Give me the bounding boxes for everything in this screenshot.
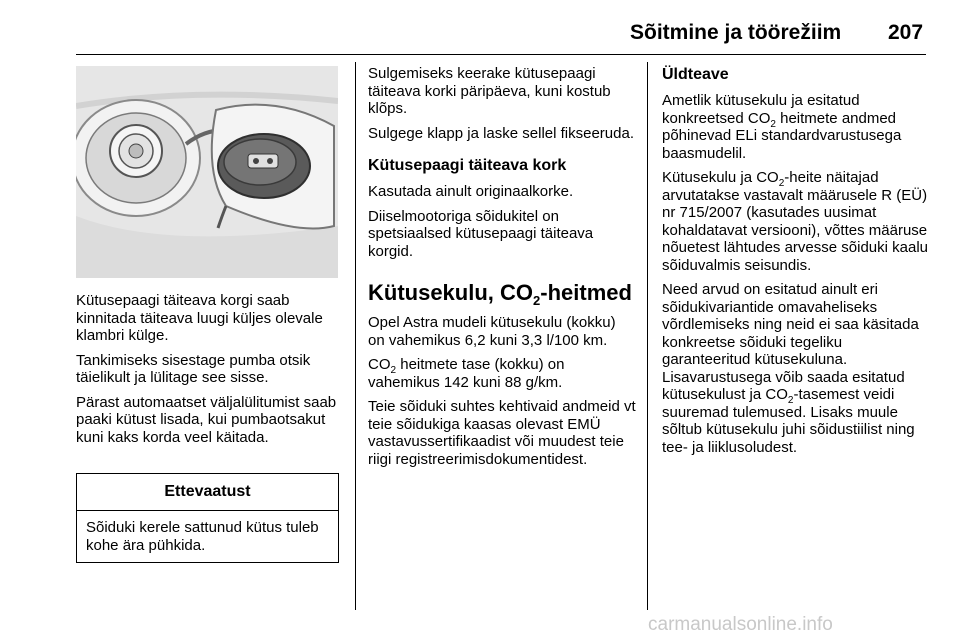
subscript: 2	[390, 365, 397, 376]
section-heading-fuel-cap: Kütusepaagi täiteava kork	[368, 157, 567, 174]
fuel-filler-drawing	[76, 66, 338, 278]
paragraph: Opel Astra mudeli kütusekulu (kokku) on vahemikus 6,2 kuni 3,3 l/100 km.	[368, 314, 616, 349]
subscript: 2	[778, 178, 785, 189]
page-header-title: Sõitmine ja töörežiim	[630, 21, 842, 44]
paragraph: Teie sõiduki suhtes kehtivaid andmeid vt teie sõidukiga kaasas olevast EMÜ vastavussertifikaadist või muudest teie riigi registreerimisdokumentidest.	[368, 398, 636, 468]
paragraph: Sulgege klapp ja laske sellel fikseeruda.	[368, 124, 634, 142]
heading-text: -heitmed	[540, 280, 632, 305]
text: -tasemest veidi suuremad tulemused. Lisaks muule sõltub kütusekulu juhi sõidustiilist ning tee- ja liiklusoludest.	[662, 386, 915, 456]
text: Ametlik kütusekulu ja esitatud konkreetsed CO	[662, 92, 860, 127]
subscript: 2	[533, 293, 541, 308]
column-divider-1	[355, 62, 356, 610]
paragraph: Tankimiseks sisestage pumba otsik täielikult ja lülitage see sisse.	[76, 351, 311, 386]
subscript: 2	[770, 118, 776, 130]
column-middle	[368, 65, 636, 475]
paragraph: Diiselmootoriga sõidukitel on spetsiaalsed kütusepaagi täiteava korgid.	[368, 207, 594, 260]
text: -heite näitajad arvutatakse vastavalt määrusele R (EÜ) nr 715/2007 (kasutades uusimat kohaldatavat versiooni), võttes määruse nõuetest lähtudes arvesse sõiduki kaalu sõiduvalmis seisundis.	[662, 169, 929, 274]
paragraph: Kasutada ainult originaalkorke.	[368, 183, 574, 200]
caution-title: Ettevaatust	[77, 474, 338, 511]
paragraph: Kütusepaagi täiteava korgi saab kinnitada täiteava luugi küljes olevale klambri külge.	[76, 292, 323, 344]
text: Need arvud on esitatud ainult eri sõidukivariantide omavaheliseks võrdlemiseks ning neid ei saa käsitada konkreetse sõiduki tegeliku garanteeritud kütusekuluna. Lisavarustusega võib saada esitatud kütusekulust ja CO	[662, 281, 919, 403]
paragraph	[662, 169, 930, 274]
text: heitmete tase (kokku) on vahemikus 142 kuni 88 g/km.	[368, 356, 565, 391]
text: heitmete andmed põhinevad ELi standardvarustusega baasmudelil.	[662, 109, 902, 162]
heading-text: Kütusekulu, CO	[368, 280, 534, 305]
caution-box	[76, 473, 339, 563]
paragraph	[662, 281, 930, 456]
header-rule	[76, 54, 926, 55]
text: CO	[368, 356, 391, 373]
section-heading-general: Üldteave	[662, 66, 729, 83]
column-divider-2	[647, 62, 648, 610]
page-number: 207	[888, 21, 924, 44]
subscript: 2	[787, 395, 794, 406]
fuel-filler-illustration	[76, 66, 338, 278]
watermark: carmanualsonline.info	[648, 614, 833, 635]
paragraph: Sulgemiseks keerake kütusepaagi täiteava korki päripäeva, kuni kostub klõps.	[368, 65, 611, 117]
column-right	[662, 65, 930, 463]
section-heading-fuel-consumption	[368, 280, 636, 306]
paragraph	[368, 356, 636, 391]
column-left	[76, 292, 344, 453]
paragraph	[662, 92, 930, 162]
caution-text: Sõiduki kerele sattunud kütus tuleb kohe ära pühkida.	[86, 519, 319, 554]
text: Kütusekulu ja CO	[662, 169, 779, 186]
paragraph: Pärast automaatset väljalülitumist saab paaki kütust lisada, kui pumbaotsakut kuni kaks korda veel käitada.	[76, 393, 337, 446]
